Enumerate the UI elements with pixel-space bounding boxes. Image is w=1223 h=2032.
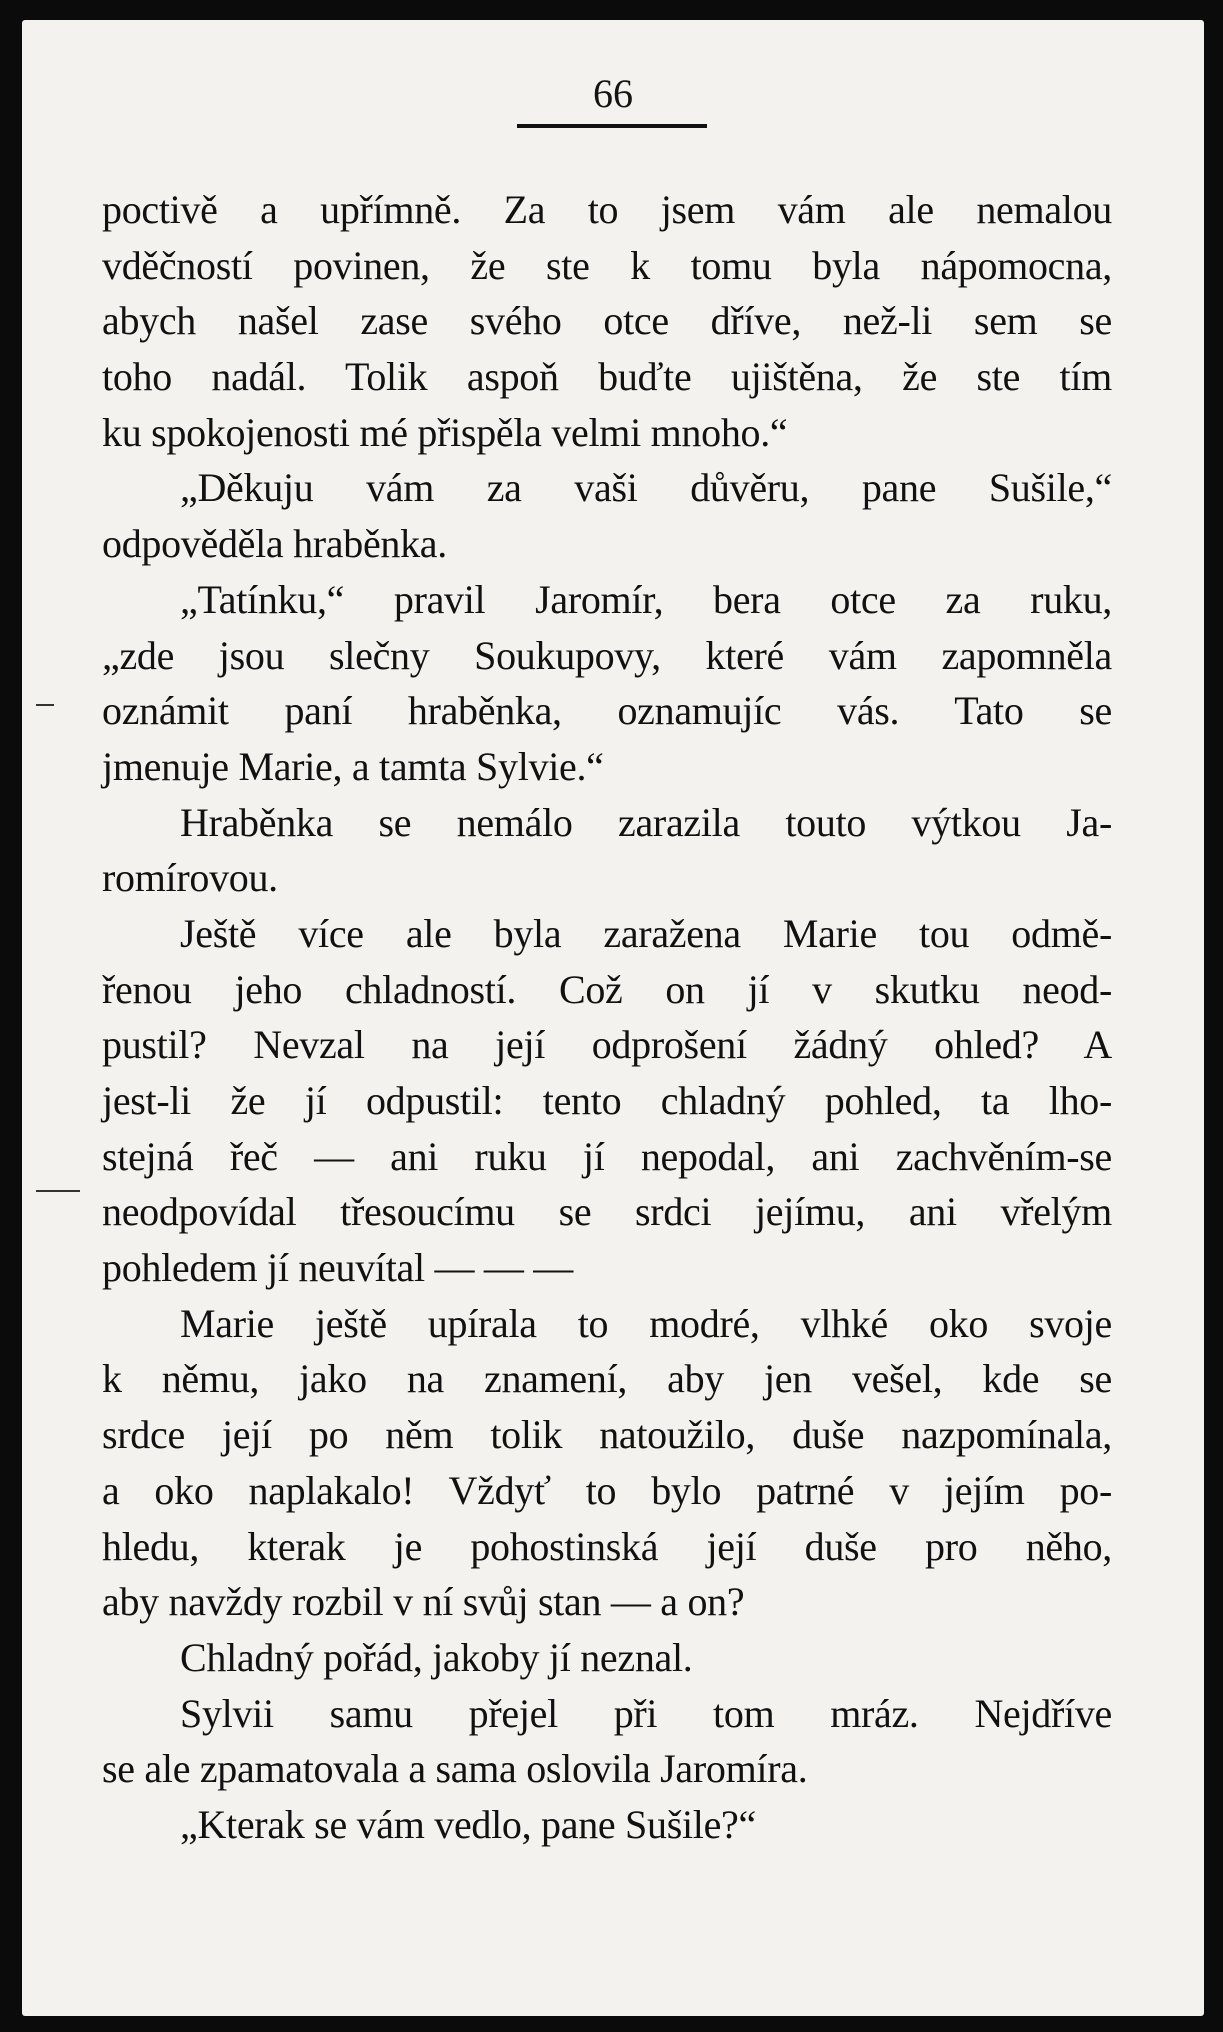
text-line: srdce její po něm tolik natoužilo, duše nazpomínala, bbox=[102, 1412, 1112, 1458]
text-line: „Děkuju vám za vaši důvěru, pane Sušile,“ bbox=[180, 465, 1112, 511]
text-line: jmenuje Marie, a tamta Sylvie.“ bbox=[102, 743, 604, 789]
text-line: oznámit paní hraběnka, oznamujíc vás. Tato se bbox=[102, 688, 1112, 734]
paragraph bbox=[102, 460, 1112, 571]
text-line: „Kterak se vám vedlo, pane Sušile?“ bbox=[180, 1801, 756, 1847]
paragraph bbox=[102, 572, 1112, 795]
paragraph bbox=[102, 906, 1112, 1296]
text-line: vděčností povinen, že ste k tomu byla nápomocna, bbox=[102, 242, 1112, 288]
body-text bbox=[102, 182, 1112, 1853]
paragraph bbox=[102, 1296, 1112, 1630]
margin-mark bbox=[36, 704, 54, 706]
book-page bbox=[22, 20, 1204, 2016]
paragraph bbox=[102, 182, 1112, 460]
text-line: romírovou. bbox=[102, 855, 278, 901]
text-line: Hraběnka se nemálo zarazila touto výtkou Ja- bbox=[180, 799, 1112, 845]
text-line: Ještě více ale byla zaražena Marie tou odmě- bbox=[180, 910, 1112, 956]
text-line: Sylvii samu přejel při tom mráz. Nejdříve bbox=[180, 1690, 1112, 1736]
text-line: abych našel zase svého otce dříve, než-li sem se bbox=[102, 298, 1112, 344]
page-number: 66 bbox=[593, 71, 633, 116]
text-line: ku spokojenosti mé přispěla velmi mnoho.“ bbox=[102, 409, 788, 455]
text-line: stejná řeč — ani ruku jí nepodal, ani zachvěním-se bbox=[102, 1133, 1112, 1179]
text-line: hledu, kterak je pohostinská její duše pro něho, bbox=[102, 1523, 1112, 1569]
text-line: toho nadál. Tolik aspoň buďte ujištěna, že ste tím bbox=[102, 354, 1112, 400]
text-line: poctivě a upřímně. Za to jsem vám ale nemalou bbox=[102, 187, 1112, 232]
text-line: neodpovídal třesoucímu se srdci jejímu, ani vřelým bbox=[102, 1189, 1112, 1235]
text-line: odpověděla hraběnka. bbox=[102, 521, 447, 567]
text-line: pohledem jí neuvítal — — — bbox=[102, 1245, 574, 1291]
text-line: „zde jsou slečny Soukupovy, které vám zapomněla bbox=[102, 632, 1112, 678]
paragraph bbox=[102, 795, 1112, 906]
text-line: pustil? Nevzal na její odprošení žádný ohled? A bbox=[102, 1022, 1112, 1068]
paragraph bbox=[102, 1630, 1112, 1686]
text-line: k němu, jako na znamení, aby jen vešel, kde se bbox=[102, 1356, 1112, 1402]
header-rule bbox=[517, 124, 707, 128]
text-line: jest-li že jí odpustil: tento chladný pohled, ta lho- bbox=[102, 1078, 1112, 1123]
text-line: „Tatínku,“ pravil Jaromír, bera otce za ruku, bbox=[180, 576, 1112, 622]
text-line: se ale zpamatovala a sama oslovila Jaromíra. bbox=[102, 1746, 808, 1792]
text-line: Chladný pořád, jakoby jí neznal. bbox=[180, 1634, 693, 1680]
text-line: řenou jeho chladností. Což on jí v skutku neod- bbox=[102, 966, 1112, 1012]
margin-mark bbox=[36, 1190, 80, 1192]
paragraph bbox=[102, 1797, 1112, 1853]
text-line: Marie ještě upírala to modré, vlhké oko svoje bbox=[180, 1300, 1112, 1346]
text-line: a oko naplakalo! Vždyť to bylo patrné v jejím po- bbox=[102, 1467, 1112, 1513]
paragraph bbox=[102, 1686, 1112, 1797]
text-line: aby navždy rozbil v ní svůj stan — a on? bbox=[102, 1579, 745, 1625]
